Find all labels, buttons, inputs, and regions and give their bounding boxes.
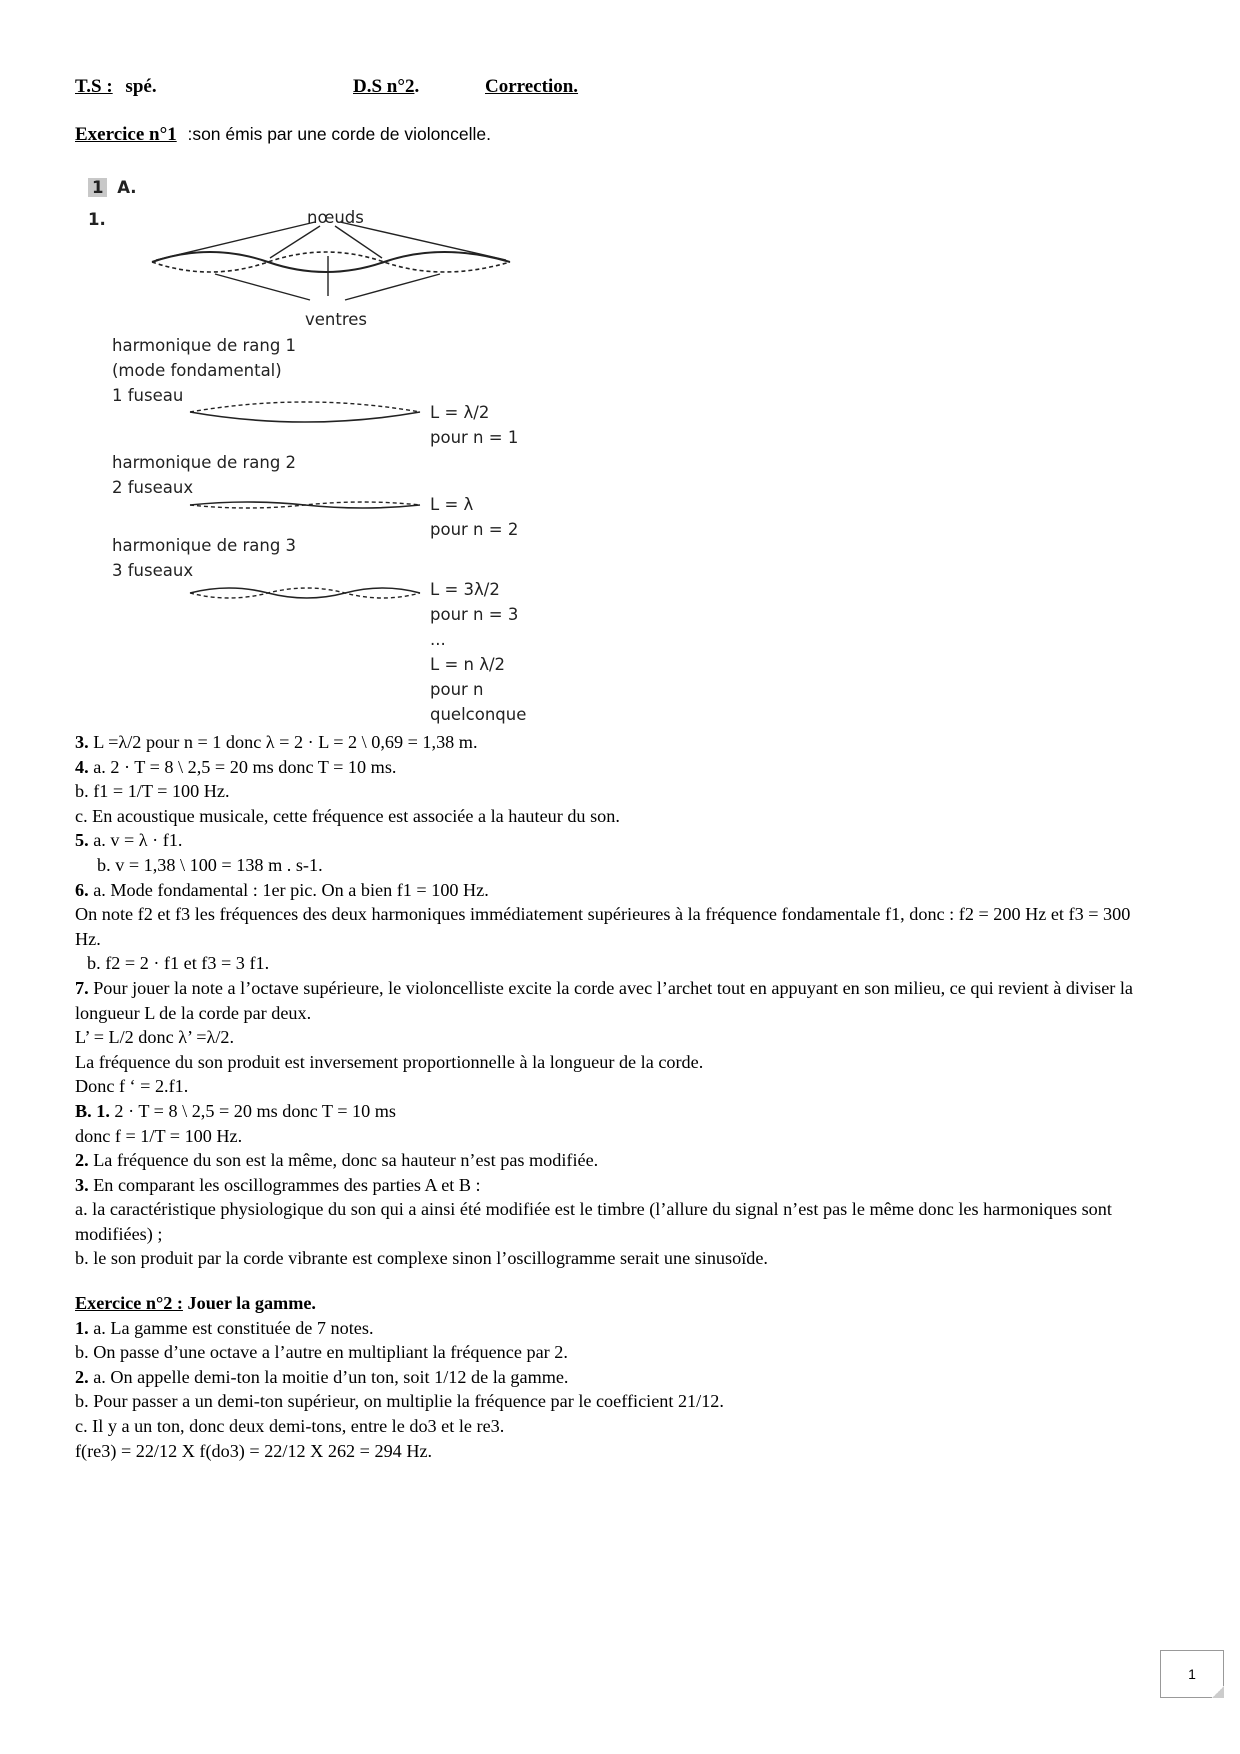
answer-7-conclusion: Donc f ‘ = 2.f1. [75, 1076, 189, 1097]
part-a-heading [88, 178, 137, 197]
answer-7: 7. Pour jouer la note a l’octave supérieure, le violoncelliste excite la corde avec l’archet tout en appuyant en son milieu, ce qui revient à diviser la longueur L de la corde par deux. [75, 977, 1134, 1023]
wave-solid-line [152, 252, 510, 272]
answer-b1: B. 1. 2 · T = 8 \ 2,5 = 20 ms donc T = 10 ms [75, 1100, 396, 1121]
ex2-answer-1b: b. On passe d’une octave a l’autre en multipliant la fréquence par 2. [75, 1342, 568, 1363]
class-label: T.S : [75, 76, 113, 97]
correction-label: Correction. [485, 76, 579, 97]
general-any: quelconque [430, 705, 527, 724]
exercise1-heading [75, 124, 491, 146]
answer-b3: 3. En comparant les oscillogrammes des parties A et B : [75, 1174, 481, 1195]
ds-dot: . [414, 76, 420, 97]
exercise2-heading [75, 1291, 1155, 1316]
node-arrows [156, 222, 506, 260]
harmonic-3-spindles: 3 fuseaux [112, 561, 194, 580]
answer-5b: b. v = 1,38 \ 100 = 138 m . s-1. [97, 854, 323, 875]
answer-6b: b. f2 = 2 · f1 et f3 = 3 f1. [87, 953, 270, 974]
answer-4a: 4. a. 2 · T = 8 \ 2,5 = 20 ms donc T = 10 ms. [75, 756, 397, 777]
part-number-badge: 1 [88, 178, 107, 197]
harmonic-dots: ... [430, 630, 446, 649]
exercise2-subtitle: Jouer la gamme. [182, 1293, 316, 1314]
harmonic-3-formula [430, 577, 526, 727]
answer-b3a: a. la caractéristique physiologique du son qui a ainsi été modifiée est le timbre (l’allure du signal n’est pas le même donc les harmoniques sont modifiées) ; [75, 1199, 1112, 1244]
ex2-formula: f(re3) = 22/12 X f(do3) = 22/12 X 262 = 294 Hz. [75, 1440, 433, 1461]
answer-7-frequency: La fréquence du son produit est inversement proportionnelle à la longueur de la corde. [75, 1051, 704, 1072]
answer-b1-conclusion: donc f = 1/T = 100 Hz. [75, 1125, 243, 1146]
option-label: spé. [125, 76, 157, 97]
harmonic-1-n: pour n = 1 [430, 428, 519, 447]
ex2-answer-2b: b. Pour passer a un demi-ton supérieur, on multiplie la fréquence par le coefficient 21/12. [75, 1391, 724, 1412]
harmonic-1-mode: (mode fondamental) [112, 361, 282, 380]
harmonic-1-title: harmonique de rang 1 [112, 336, 297, 355]
antinode-arrows [215, 256, 440, 300]
harmonic-3-label [112, 533, 296, 583]
general-equation: L = n λ/2 [430, 655, 506, 674]
harmonic-1-equation: L = λ/2 [430, 403, 490, 422]
exercise1-title: Exercice n°1 [75, 124, 177, 145]
harmonic-3-wave [185, 578, 425, 608]
page-number: 1 [1188, 1666, 1196, 1682]
answer-b2: 2. La fréquence du son est la même, donc sa hauteur n’est pas modifiée. [75, 1150, 599, 1171]
harmonic-2-wave [185, 495, 425, 515]
header-ds [353, 76, 419, 98]
ex2-answer-2c: c. Il y a un ton, donc deux demi-tons, entre le do3 et le re3. [75, 1416, 505, 1437]
harmonic-2-title: harmonique de rang 2 [112, 453, 297, 472]
harmonic-3-n: pour n = 3 [430, 605, 519, 624]
correction-body [75, 730, 1155, 1463]
antinodes-label: ventres [305, 310, 368, 329]
answer-b3b: b. le son produit par la corde vibrante est complexe sinon l’oscillogramme serait une sinusoïde. [75, 1248, 768, 1269]
part-letter: A. [117, 178, 137, 197]
harmonic-2-formula [430, 492, 518, 542]
harmonic-1-formula [430, 400, 518, 450]
answer-6-note: On note f2 et f3 les fréquences des deux harmoniques immédiatement supérieures à la fréquence fondamentale f1, donc : f2 = 200 Hz et f3 = 300 Hz. [75, 904, 1131, 949]
nodes-label: nœuds [307, 208, 364, 227]
answer-7-equation: L’ = L/2 donc λ’ =λ/2. [75, 1027, 235, 1048]
ex2-answer-1a: 1. a. La gamme est constituée de 7 notes. [75, 1317, 374, 1338]
ds-label: D.S n°2 [353, 76, 415, 97]
answer-4b: b. f1 = 1/T = 100 Hz. [75, 781, 230, 802]
page-fold-corner [1212, 1686, 1224, 1698]
harmonic-2-equation: L = λ [430, 495, 474, 514]
page-number-box [1160, 1650, 1224, 1698]
answer-5a: 5. a. v = λ · f1. [75, 830, 183, 851]
harmonic-2-n: pour n = 2 [430, 520, 519, 539]
answer-3: 3. L =λ/2 pour n = 1 donc λ = 2 · L = 2 \ 0,69 = 1,38 m. [75, 732, 478, 752]
header-class [75, 76, 157, 98]
general-n: pour n [430, 680, 484, 699]
ex2-answer-2a: 2. a. On appelle demi-ton la moitie d’un ton, soit 1/12 de la gamme. [75, 1366, 569, 1387]
wave-dashed-line [152, 252, 510, 272]
question-1-number: 1. [88, 210, 106, 229]
exercise1-subtitle: :son émis par une corde de violoncelle. [187, 124, 491, 144]
answer-6a: 6. a. Mode fondamental : 1er pic. On a bien f1 = 100 Hz. [75, 879, 489, 900]
exercise2-title: Exercice n°2 : [75, 1293, 183, 1314]
harmonic-2-label [112, 450, 296, 500]
harmonic-3-title: harmonique de rang 3 [112, 536, 297, 555]
harmonic-3-equation: L = 3λ/2 [430, 580, 500, 599]
answer-4c: c. En acoustique musicale, cette fréquence est associée a la hauteur du son. [75, 805, 620, 826]
harmonic-1-spindles: 1 fuseau [112, 386, 184, 405]
harmonic-2-spindles: 2 fuseaux [112, 478, 194, 497]
harmonic-1-wave [185, 392, 425, 432]
